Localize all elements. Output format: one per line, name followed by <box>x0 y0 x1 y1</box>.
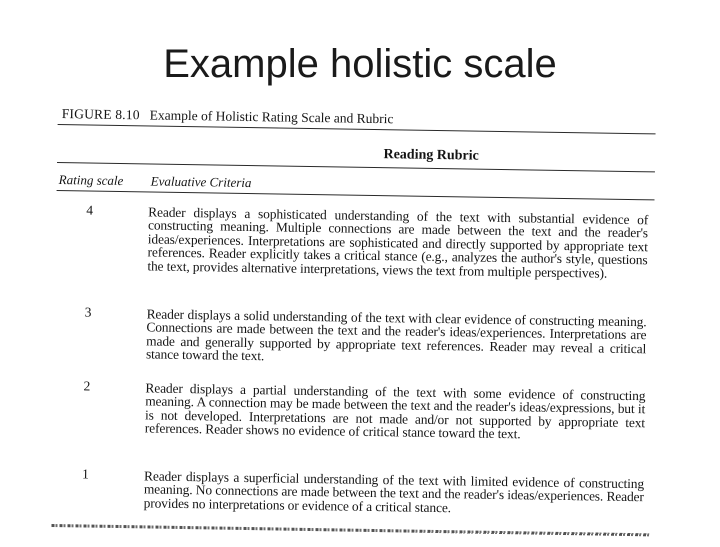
header-rule <box>57 190 655 201</box>
rating-score: 3 <box>84 304 92 320</box>
rating-criteria: Reader displays a partial understanding of the text with some evidence of constructing meaning. A connection may be made between the text and the reader's ideas/expressions, but it is not developed. Interpretations are not made and/or not supported by appropriate text references. Reader shows no evidence of critical stance toward the text. <box>144 380 646 442</box>
scan-bottom-edge <box>51 524 649 536</box>
figure-label: FIGURE 8.10 <box>61 106 140 123</box>
rating-criteria: Reader displays a superficial understanding of the text with limited evidence of constructing meaning. No connections are made between the text and the reader's ideas/experiences. Reader provides no interpretations or evidence of a critical stance. <box>143 468 645 516</box>
rating-score: 4 <box>86 202 94 218</box>
rating-criteria: Reader displays a solid understanding of the text with clear evidence of constructing meaning. Connections are made between the text and the reader's ideas/experiences. Interpretations are made and generally supported by appropriate text references. Reader may reveal a critical stance toward the text. <box>145 306 647 364</box>
rating-scale-header: Rating scale <box>58 172 124 189</box>
evaluative-criteria-header: Evaluative Criteria <box>150 173 252 191</box>
rating-criteria: Reader displays a sophisticated understanding of the text with substantial evidence of constructing meaning. Multiple connections are made between the text and the reader's ideas/experiences. Interpretations are sophisticated and directly supported by appropriate text references. Reader explicitly takes a critical stance (e.g., analyzes the author's style, questions the text, provides alternative interpretations, views the text from multiple perspectives). <box>147 204 649 281</box>
rubric-title: Reading Rubric <box>383 147 479 164</box>
scanned-figure <box>51 100 656 547</box>
slide-title: Example holistic scale <box>163 42 557 86</box>
rating-score: 2 <box>83 378 91 394</box>
rating-score: 1 <box>82 466 89 482</box>
figure-caption-text: Example of Holistic Rating Scale and Rubric <box>149 107 394 127</box>
